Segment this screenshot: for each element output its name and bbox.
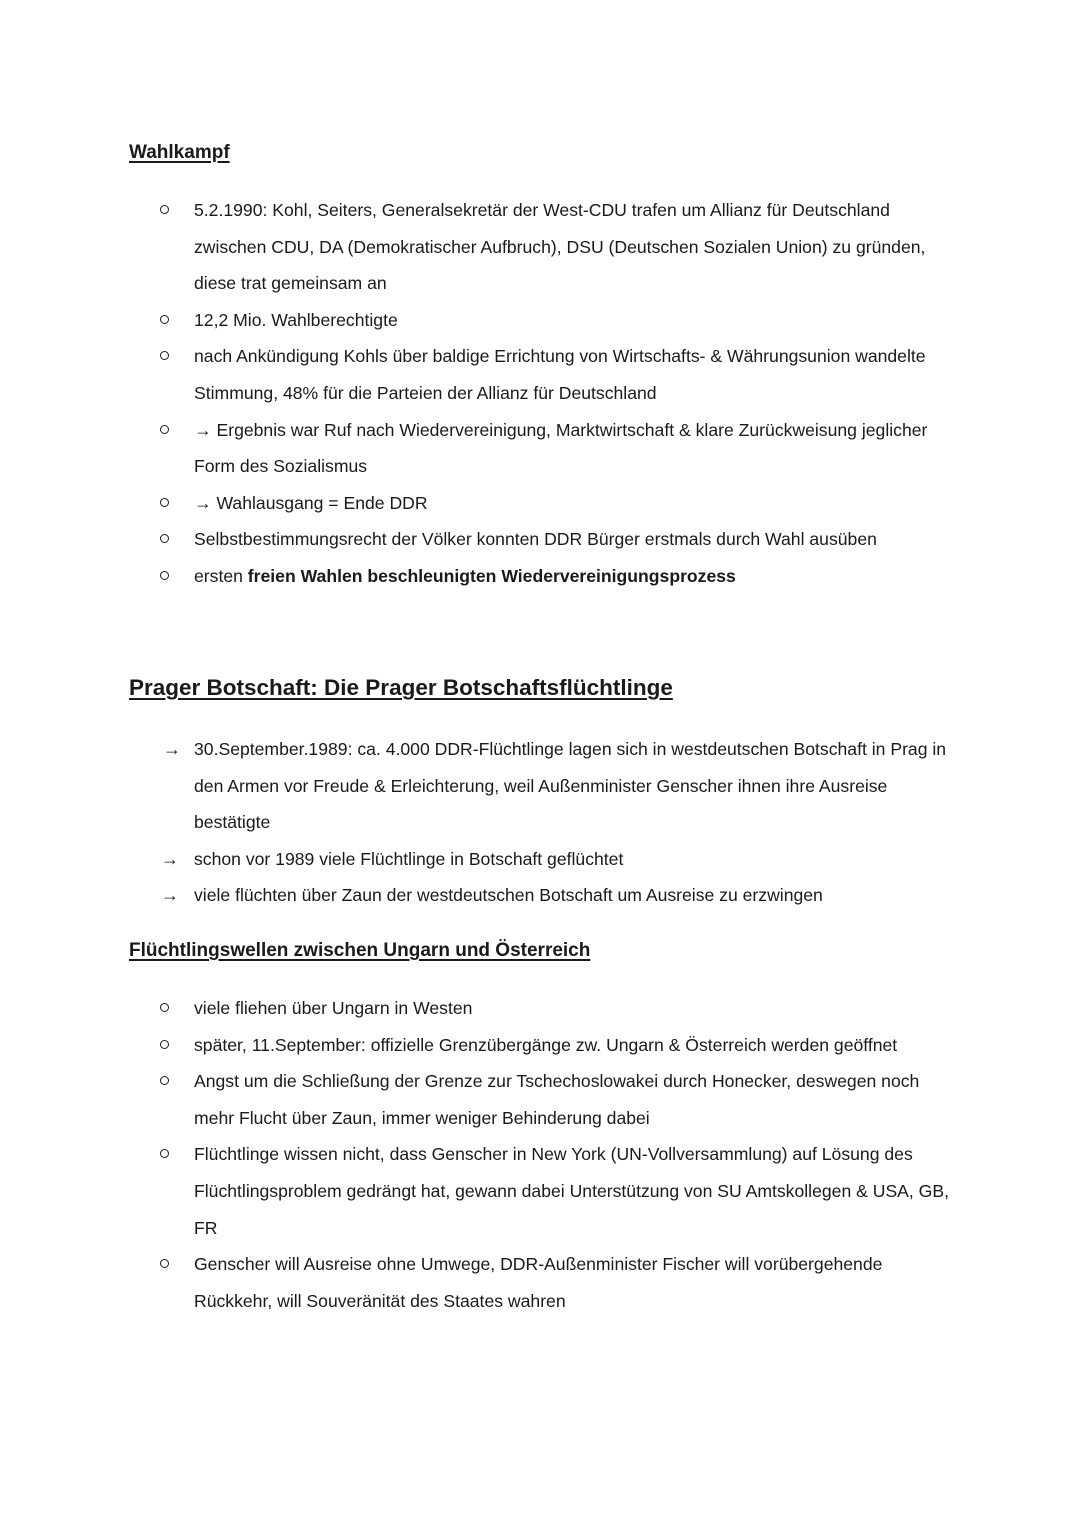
- circle-bullet-icon: [160, 1246, 169, 1283]
- circle-bullet-icon: [160, 192, 169, 229]
- circle-bullet-icon: [160, 302, 169, 339]
- list-item: → schon vor 1989 viele Flüchtlinge in Botschaft geflüchtet: [0, 841, 954, 878]
- arrow-bullet-icon: →: [161, 885, 179, 906]
- list-item: Genscher will Ausreise ohne Umwege, DDR-Außenminister Fischer will vorübergehende Rückkehr, will Souveränität des Staates wahren: [0, 1246, 954, 1319]
- list-item: später, 11.September: offizielle Grenzübergänge zw. Ungarn & Österreich werden geöffnet: [0, 1027, 954, 1064]
- circle-bullet-icon: [160, 338, 169, 375]
- list-item: 12,2 Mio. Wahlberechtigte: [0, 302, 954, 339]
- fluechtlingswellen-list: [0, 990, 1080, 1319]
- circle-bullet-icon: [160, 1063, 169, 1100]
- circle-bullet-icon: [160, 485, 169, 522]
- section-title-wahlkampf: Wahlkampf: [129, 142, 230, 163]
- list-item: 5.2.1990: Kohl, Seiters, Generalsekretär der West-CDU trafen um Allianz für Deutschland zwischen CDU, DA (Demokratischer Aufbruch), DSU (Deutschen Sozialen Union) zu gründen, diese trat gemeinsam an: [0, 192, 954, 302]
- circle-bullet-icon: [160, 412, 169, 449]
- list-item: Flüchtlinge wissen nicht, dass Genscher in New York (UN-Vollversammlung) auf Lösung des Flüchtlingsproblem gedrängt hat, gewann dabei Unterstützung von SU Amtskollegen & USA, GB, FR: [0, 1136, 954, 1246]
- list-item: ersten freien Wahlen beschleunigten Wiedervereinigungsprozess: [0, 558, 954, 595]
- list-item: viele fliehen über Ungarn in Westen: [0, 990, 954, 1027]
- wahlkampf-list: [0, 192, 1080, 595]
- circle-bullet-icon: [160, 1027, 169, 1064]
- circle-bullet-icon: [160, 990, 169, 1027]
- circle-bullet-icon: [160, 558, 169, 595]
- section-title-prager-botschaft: Prager Botschaft: Die Prager Botschaftsflüchtlinge: [129, 675, 673, 700]
- list-item: → viele flüchten über Zaun der westdeutschen Botschaft um Ausreise zu erzwingen: [0, 877, 954, 914]
- list-item: Angst um die Schließung der Grenze zur Tschechoslowakei durch Honecker, deswegen noch mehr Flucht über Zaun, immer weniger Behinderung dabei: [0, 1063, 954, 1136]
- list-item: nach Ankündigung Kohls über baldige Errichtung von Wirtschafts- & Währungsunion wandelte Stimmung, 48% für die Parteien der Allianz für Deutschland: [0, 338, 954, 411]
- arrow-bullet-icon: →: [163, 739, 181, 759]
- list-item: → Wahlausgang = Ende DDR: [0, 485, 954, 522]
- prager-list: [0, 731, 1080, 914]
- list-item: Selbstbestimmungsrecht der Völker konnten DDR Bürger erstmals durch Wahl ausüben: [0, 521, 954, 558]
- arrow-bullet-icon: →: [161, 848, 179, 869]
- list-item: → Ergebnis war Ruf nach Wiedervereinigung, Marktwirtschaft & klare Zurückweisung jeglicher Form des Sozialismus: [0, 412, 954, 485]
- circle-bullet-icon: [160, 1136, 169, 1173]
- section-title-fluechtlingswellen: Flüchtlingswellen zwischen Ungarn und Österreich: [129, 940, 591, 961]
- list-item: → 30.September.1989: ca. 4.000 DDR-Flüchtlinge lagen sich in westdeutschen Botschaft in Prag in den Armen vor Freude & Erleichterung, weil Außenminister Genscher ihnen ihre Ausreise bestätigte: [0, 731, 954, 841]
- circle-bullet-icon: [160, 521, 169, 558]
